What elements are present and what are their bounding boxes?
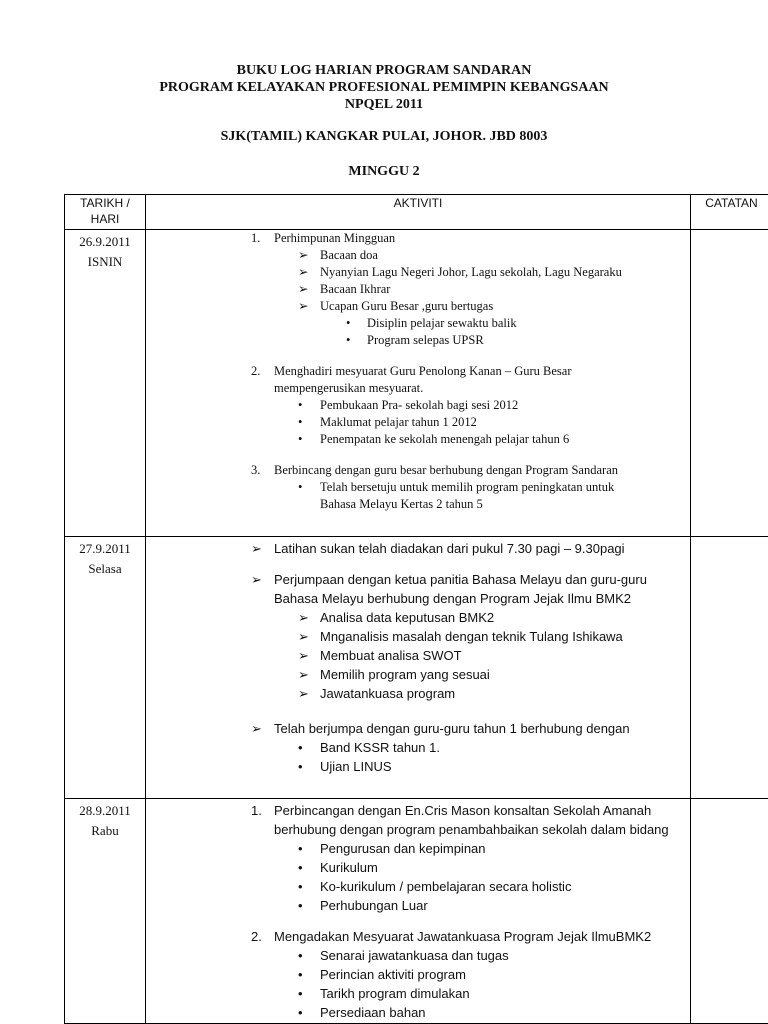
notes-cell (691, 537, 768, 799)
activity-cell (146, 230, 691, 537)
list-item: Band KSSR tahun 1. (320, 740, 440, 755)
list-item: Perincian aktiviti program (320, 967, 466, 982)
table-row (65, 230, 768, 537)
dot-bullet-icon: • (346, 333, 351, 347)
arrow-bullet-icon: ➢ (251, 572, 262, 587)
list-number: 1. (251, 231, 261, 245)
day-text: ISNIN (87, 254, 123, 269)
date-text: 26.9.2011 (79, 234, 131, 249)
list-item: Perbincangan dengan En.Cris Mason konsaltan Sekolah Amanah (274, 803, 652, 818)
list-item: Menghadiri mesyuarat Guru Penolong Kanan – Guru Besar (274, 364, 572, 378)
arrow-bullet-icon: ➢ (251, 721, 262, 736)
list-item: Mnganalisis masalah dengan teknik Tulang Ishikawa (320, 629, 623, 644)
school-name: SJK(TAMIL) KANGKAR PULAI, JOHOR. JBD 8003 (220, 129, 548, 144)
dot-bullet-icon: • (298, 759, 303, 774)
activity-cell (146, 799, 691, 1024)
dot-bullet-icon: • (298, 432, 303, 446)
dot-bullet-icon: • (298, 415, 303, 429)
dot-bullet-icon: • (298, 480, 303, 494)
list-item: Bacaan Ikhrar (320, 282, 391, 296)
list-item: Memilih program yang sesuai (320, 667, 490, 682)
activity-cell (146, 537, 691, 799)
arrow-bullet-icon: ➢ (298, 686, 309, 701)
table-header-row (65, 195, 768, 230)
date-column-header (65, 195, 146, 230)
table-row (65, 799, 768, 1024)
list-item: Ko-kurikulum / pembelajaran secara holistic (320, 879, 572, 894)
dot-bullet-icon: • (298, 898, 303, 913)
table-row (65, 537, 768, 799)
list-item: Kurikulum (320, 860, 378, 875)
dot-bullet-icon: • (298, 986, 303, 1001)
arrow-bullet-icon: ➢ (298, 629, 309, 644)
list-item-continuation: berhubung dengan program penambahbaikan sekolah dalam bidang (274, 822, 669, 837)
list-item: Pembukaan Pra- sekolah bagi sesi 2012 (320, 398, 519, 412)
list-item: Penempatan ke sekolah menengah pelajar tahun 6 (320, 432, 570, 446)
list-number: 3. (251, 463, 261, 477)
list-item: Berbincang dengan guru besar berhubung dengan Program Sandaran (274, 463, 618, 477)
list-number: 2. (251, 364, 261, 378)
list-item: Maklumat pelajar tahun 1 2012 (320, 415, 477, 429)
dot-bullet-icon: • (346, 316, 351, 330)
list-item: Persediaan bahan (320, 1005, 426, 1020)
list-item: Jawatankuasa program (320, 686, 456, 701)
list-item: Telah bersetuju untuk memilih program peningkatan untuk (320, 480, 615, 494)
title-line-1: BUKU LOG HARIAN PROGRAM SANDARAN (236, 63, 532, 78)
list-item: Tarikh program dimulakan (320, 986, 470, 1001)
title-line-2: PROGRAM KELAYAKAN PROFESIONAL PEMIMPIN KEBANGSAAN (159, 80, 609, 95)
list-number: 2. (251, 929, 262, 944)
list-item: Analisa data keputusan BMK2 (320, 610, 495, 625)
list-item: Pengurusan dan kepimpinan (320, 841, 486, 856)
list-item: Disiplin pelajar sewaktu balik (367, 316, 517, 330)
notes-cell (691, 230, 768, 537)
date-cell (65, 537, 146, 799)
list-item: Ujian LINUS (320, 759, 392, 774)
date-header-line2: HARI (90, 212, 120, 226)
list-item: Perhimpunan Mingguan (274, 231, 396, 245)
arrow-bullet-icon: ➢ (298, 667, 309, 682)
list-item: Ucapan Guru Besar ,guru bertugas (320, 299, 494, 313)
notes-column-header: CATATAN (691, 195, 768, 230)
arrow-bullet-icon: ➢ (298, 610, 309, 625)
list-item-continuation: Bahasa Melayu berhubung dengan Program Jejak Ilmu BMK2 (274, 591, 631, 606)
date-header-line1: TARIKH / (80, 196, 130, 210)
list-item: Mengadakan Mesyuarat Jawatankuasa Program Jejak IlmuBMK2 (274, 929, 652, 944)
dot-bullet-icon: • (298, 398, 303, 412)
day-text: Rabu (91, 823, 119, 838)
dot-bullet-icon: • (298, 860, 303, 875)
arrow-bullet-icon: ➢ (298, 282, 309, 296)
arrow-bullet-icon: ➢ (298, 265, 309, 279)
log-table (64, 194, 768, 1024)
arrow-bullet-icon: ➢ (298, 648, 309, 663)
date-text: 28.9.2011 (79, 803, 131, 818)
list-item: Telah berjumpa dengan guru-guru tahun 1 berhubung dengan (274, 721, 630, 736)
arrow-bullet-icon: ➢ (251, 541, 262, 556)
dot-bullet-icon: • (298, 1005, 303, 1020)
dot-bullet-icon: • (298, 740, 303, 755)
title-line-3: NPQEL 2011 (344, 97, 424, 112)
list-item: Membuat analisa SWOT (320, 648, 462, 663)
day-text: Selasa (88, 561, 122, 576)
date-cell (65, 230, 146, 537)
date-text: 27.9.2011 (79, 541, 131, 556)
dot-bullet-icon: • (298, 967, 303, 982)
date-cell (65, 799, 146, 1024)
list-item-continuation: Bahasa Melayu Kertas 2 tahun 5 (320, 497, 483, 511)
arrow-bullet-icon: ➢ (298, 299, 309, 313)
arrow-bullet-icon: ➢ (298, 248, 309, 262)
list-item: Bacaan doa (320, 248, 378, 262)
list-item: Perjumpaan dengan ketua panitia Bahasa Melayu dan guru-guru (274, 572, 647, 587)
dot-bullet-icon: • (298, 948, 303, 963)
list-item-continuation: mempengerusikan mesyuarat. (274, 381, 424, 395)
list-item: Perhubungan Luar (320, 898, 428, 913)
dot-bullet-icon: • (298, 879, 303, 894)
list-item: Program selepas UPSR (367, 333, 484, 347)
list-item: Nyanyian Lagu Negeri Johor, Lagu sekolah, Lagu Negaraku (320, 265, 622, 279)
notes-cell (691, 799, 768, 1024)
list-item: Latihan sukan telah diadakan dari pukul 7.30 pagi – 9.30pagi (274, 541, 625, 556)
list-number: 1. (251, 803, 262, 818)
week-label: MINGGU 2 (348, 164, 420, 179)
list-item: Senarai jawatankuasa dan tugas (320, 948, 509, 963)
activity-column-header: AKTIVITI (146, 195, 691, 230)
dot-bullet-icon: • (298, 841, 303, 856)
